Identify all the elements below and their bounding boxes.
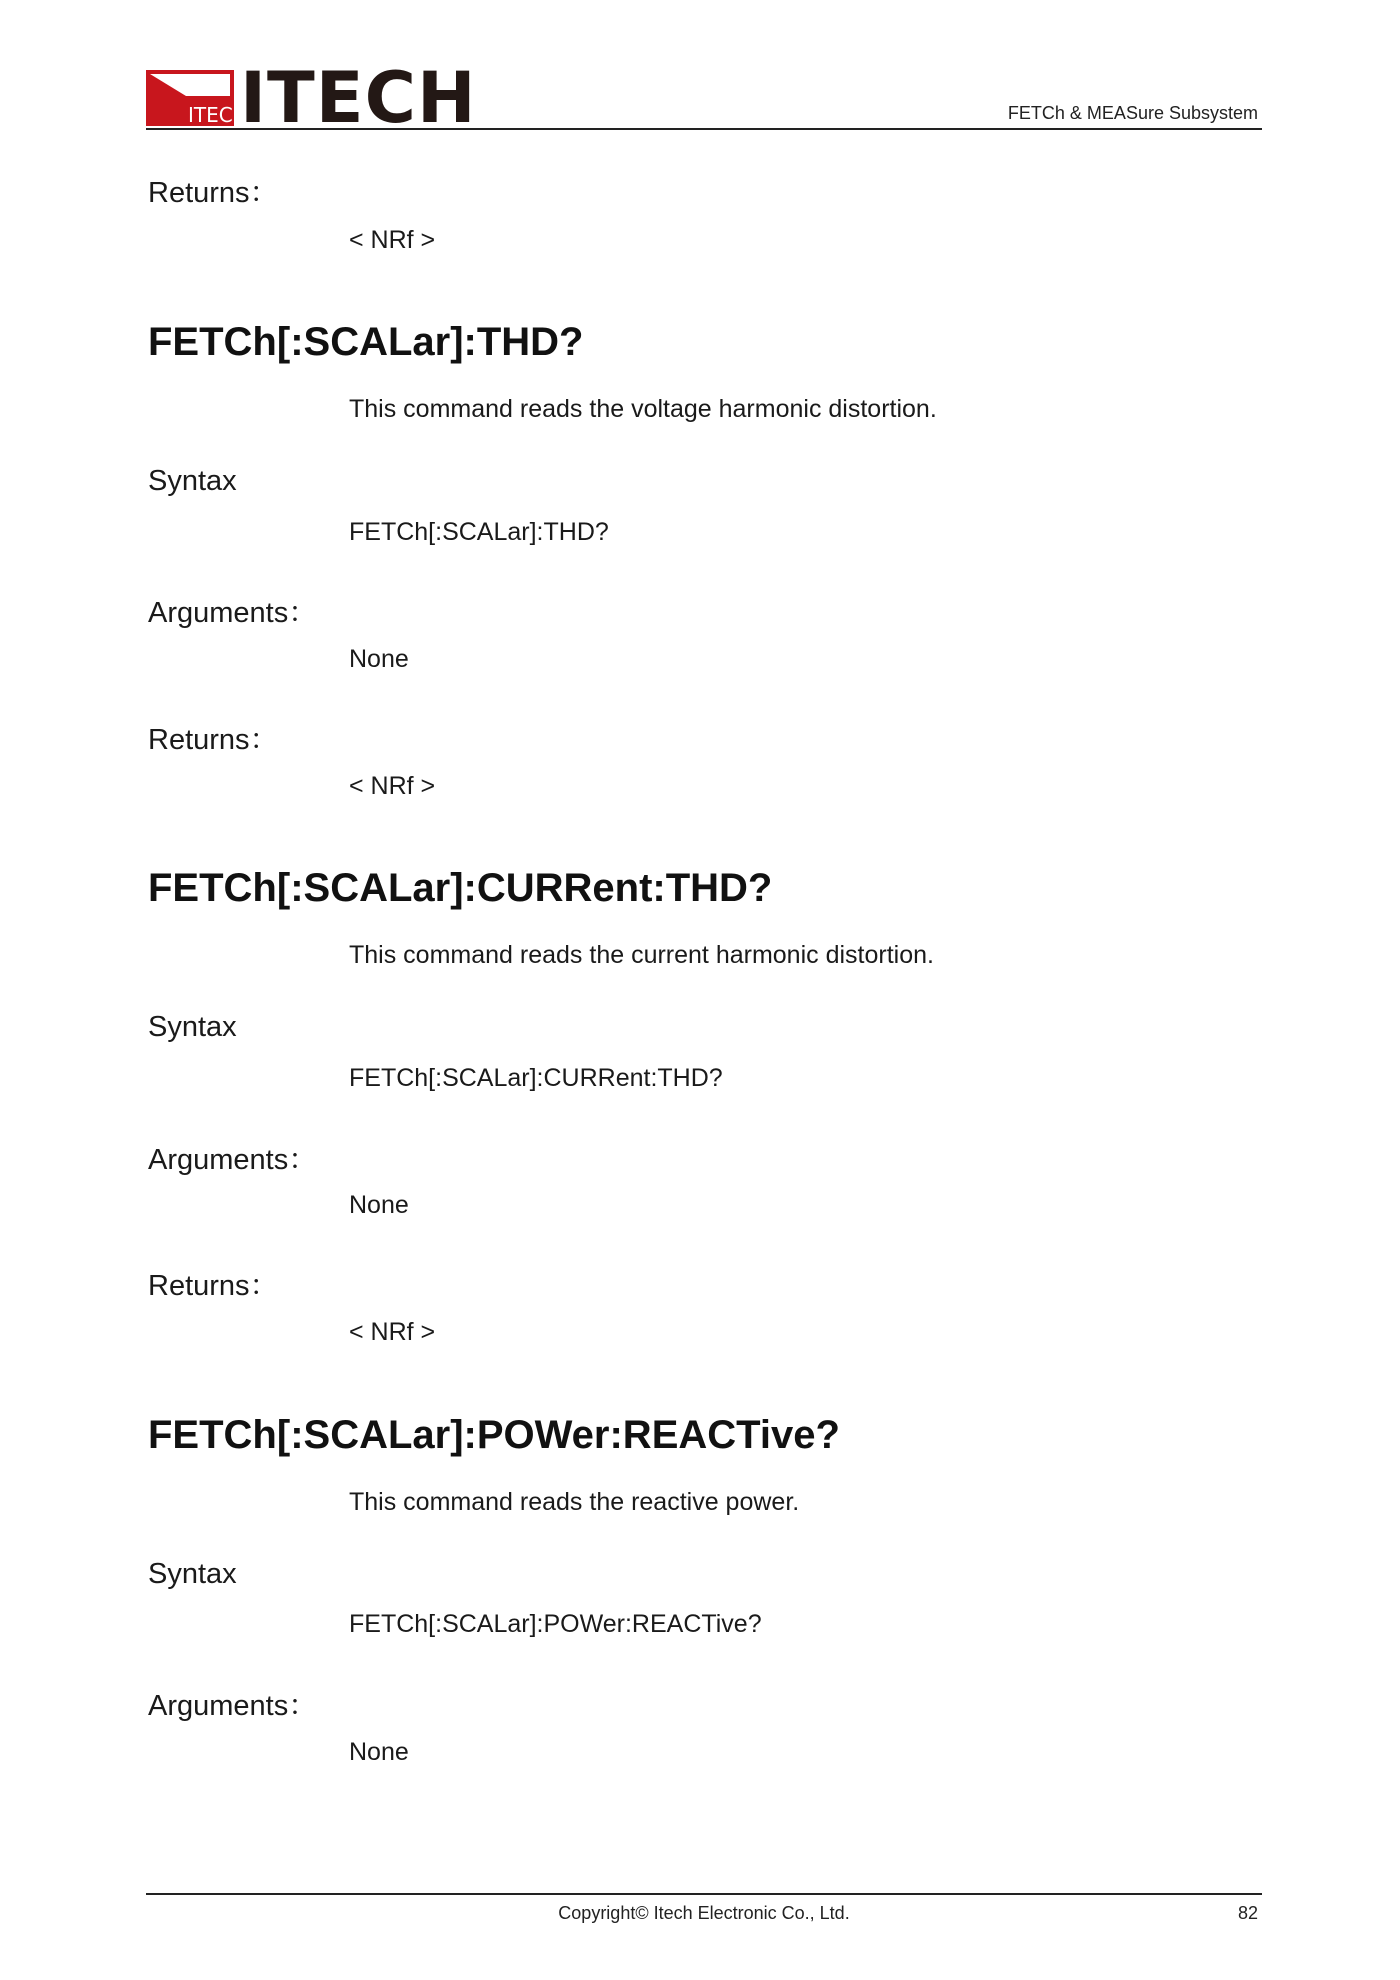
returns-value: < NRf > xyxy=(349,1318,436,1346)
command-heading: FETCh[:SCALar]:POWer:REACTive? xyxy=(148,1413,840,1457)
arguments-value: None xyxy=(349,1191,409,1219)
page-number: 82 xyxy=(1237,1903,1258,1923)
itech-logo-badge-text: ITECH xyxy=(188,103,248,127)
syntax-value: FETCh[:SCALar]:THD? xyxy=(349,518,609,546)
arguments-value: None xyxy=(349,645,409,673)
returns-value: < NRf > xyxy=(349,226,436,254)
syntax-value: FETCh[:SCALar]:CURRent:THD? xyxy=(349,1064,723,1092)
returns-label: Returns： xyxy=(148,177,279,209)
syntax-label: Syntax xyxy=(148,465,237,497)
command-description: This command reads the current harmonic distortion. xyxy=(349,941,934,969)
page-header xyxy=(146,57,1262,139)
returns-label: Returns： xyxy=(148,1270,279,1302)
returns-value: < NRf > xyxy=(349,772,436,800)
section-title: FETCh & MEASure Subsystem xyxy=(1007,103,1258,123)
command-heading: FETCh[:SCALar]:THD? xyxy=(148,320,584,364)
arguments-label: Arguments： xyxy=(148,597,318,629)
itech-logo-text: ITECH xyxy=(240,57,477,139)
command-description: This command reads the voltage harmonic distortion. xyxy=(349,395,937,423)
arguments-label: Arguments： xyxy=(148,1690,318,1722)
arguments-label: Arguments： xyxy=(148,1144,318,1176)
command-description: This command reads the reactive power. xyxy=(349,1488,800,1516)
copyright-text: Copyright© Itech Electronic Co., Ltd. xyxy=(558,1903,850,1923)
itech-logo xyxy=(146,57,477,139)
syntax-value: FETCh[:SCALar]:POWer:REACTive? xyxy=(349,1610,762,1638)
itech-logo-badge-icon xyxy=(146,70,248,127)
syntax-label: Syntax xyxy=(148,1011,237,1043)
syntax-label: Syntax xyxy=(148,1558,237,1590)
page-footer xyxy=(146,1893,1262,1923)
arguments-value: None xyxy=(349,1738,409,1766)
returns-label: Returns： xyxy=(148,724,279,756)
command-heading: FETCh[:SCALar]:CURRent:THD? xyxy=(148,866,773,910)
